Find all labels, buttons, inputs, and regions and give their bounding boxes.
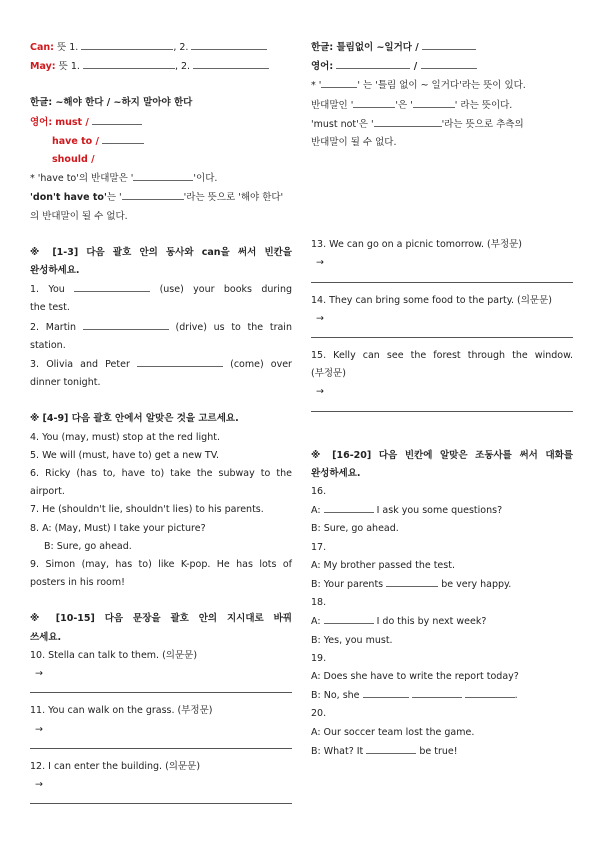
have-to-line: have to / [30,132,292,151]
must-meaning-blank[interactable] [92,113,142,125]
section-1-title: ※ [1-3] 다음 괄호 안의 동사와 can을 써서 빈칸을 [30,246,292,258]
q18-line-b: B: Yes, you must. [311,634,393,646]
can-meaning-blank-1[interactable] [81,38,173,50]
may-label: May: [30,61,56,73]
question-2: 2. Martin (drive) us to the train [30,318,292,337]
certainty-english-blank-2[interactable] [421,57,477,69]
q19-line-a: A: Does she have to write the report today? [311,671,519,683]
q18-line-a: A: I do this by next week? [311,612,573,631]
q11-answer-line[interactable] [30,747,292,749]
section-4-title-cont: 완성하세요. [311,467,361,479]
question-7: 7. He (shouldn't lie, shouldn't lies) to his parents. [30,504,264,516]
arrow-icon: → [316,312,324,324]
question-15-cont: (부정문) [311,368,346,380]
right-column [311,38,573,761]
question-9: 9. Simon (may, has to) like K-pop. He has lots of [30,559,292,571]
note-must-not: 'must not'은 ' '라는 뜻으로 추측의 [311,115,573,134]
certainty-korean-blank[interactable] [422,38,476,50]
may-meaning-line: May: 뜻 1. , 2. [30,57,292,76]
q19-line-b: B: No, she . [311,686,573,705]
section-3-title-cont: 쓰세요. [30,631,62,643]
can-meaning-line: Can: 뜻 1. , 2. [30,38,292,57]
may-meaning-blank-1[interactable] [83,57,175,69]
can-meaning-blank-2[interactable] [191,38,267,50]
q18-number: 18. [311,597,327,609]
question-6-cont: airport. [30,486,65,498]
q10-answer-line[interactable] [30,691,292,693]
must-not-meaning-blank[interactable] [374,115,442,127]
question-6: 6. Ricky (has to, have to) take the subway to the [30,468,292,480]
dont-have-to-meaning-blank[interactable] [122,188,184,200]
q16-line-b: B: Sure, go ahead. [311,523,399,535]
question-5: 5. We will (must, have to) get a new TV. [30,449,219,461]
q3-blank[interactable] [137,355,223,367]
section-3-title: ※ [10-15] 다음 문장을 괄호 안의 지시대로 바꿔 [30,613,292,625]
opposite-word-blank[interactable] [353,96,395,108]
question-4: 4. You (may, must) stop at the red light. [30,431,220,443]
certainty-english-line: 영어: / [311,57,573,76]
certainty-korean-title: 한글: 틀림없이 ~일거다 / [311,38,573,57]
q17-number: 17. [311,541,327,553]
q13-answer-line[interactable] [311,281,573,283]
q16-line-a: A: I ask you some questions? [311,501,573,520]
question-1-cont: the test. [30,302,70,314]
have-to-meaning-blank[interactable] [102,132,144,144]
question-10: 10. Stella can talk to them. (의문문) [30,649,198,661]
note-dont-have-to-end: 의 반대말이 될 수 없다. [30,210,128,222]
opposite-meaning-blank[interactable] [413,96,455,108]
q19-blank-1[interactable] [363,686,409,698]
certainty-english-blank-1[interactable] [336,57,410,69]
arrow-icon: → [35,778,43,790]
must-certainty-blank[interactable] [321,76,357,88]
arrow-icon: → [35,668,43,680]
q18-blank[interactable] [324,612,374,624]
q17-line-a: A: My brother passed the test. [311,559,455,571]
q12-answer-line[interactable] [30,802,292,804]
q17-line-b: B: Your parents be very happy. [311,575,573,594]
q20-blank[interactable] [366,742,416,754]
note-must-not-end: 반대말이 될 수 없다. [311,137,397,149]
arrow-icon: → [316,386,324,398]
q20-line-b: B: What? It be true! [311,742,573,761]
q19-blank-2[interactable] [412,686,462,698]
question-14: 14. They can bring some food to the party. (의문문) [311,294,552,306]
q16-number: 16. [311,486,327,498]
may-meaning-blank-2[interactable] [193,57,269,69]
question-8: 8. A: (May, Must) I take your picture? [30,522,206,534]
question-8-answer: B: Sure, go ahead. [44,540,132,552]
section-1-title-cont: 완성하세요. [30,265,80,277]
question-9-cont: posters in his room! [30,577,125,589]
can-label: Can: [30,42,54,53]
obligation-english-line: 영어: must / [30,113,292,132]
q16-blank[interactable] [324,501,374,513]
arrow-icon: → [35,723,43,735]
have-to-opposite-blank[interactable] [133,169,193,181]
note-dont-have-to: 'don't have to'는 ' '라는 뜻으로 '해야 한다' [30,188,292,207]
question-13: 13. We can go on a picnic tomorrow. (부정문) [311,239,522,251]
question-3: 3. Olivia and Peter (come) over [30,355,292,374]
note-must-meaning: * ' ' 는 '틀림 없이 ~ 일거다'라는 뜻이 있다. [311,76,573,95]
q20-number: 20. [311,708,327,720]
should-line: should / [52,154,95,166]
obligation-korean-title: 한글: ~해야 한다 / ~하지 말아야 한다 [30,97,193,109]
q2-blank[interactable] [83,318,169,330]
note-opposite: 반대말인 ' '은 ' ' 라는 뜻이다. [311,96,573,115]
question-15: 15. Kelly can see the forest through the window. [311,350,573,362]
arrow-icon: → [316,257,324,269]
q19-number: 19. [311,652,327,664]
section-4-title: ※ [16-20] 다음 빈칸에 알맞은 조동사를 써서 대화를 [311,449,573,461]
question-3-cont: dinner tonight. [30,377,101,389]
note-have-to: * 'have to'의 반대말은 ' '이다. [30,169,292,188]
question-11: 11. You can walk on the grass. (부정문) [30,705,213,717]
left-column [30,38,292,813]
q20-line-a: A: Our soccer team lost the game. [311,726,475,738]
q15-answer-line[interactable] [311,410,573,412]
question-12: 12. I can enter the building. (의문문) [30,760,201,772]
q17-blank[interactable] [386,575,438,587]
question-1: 1. You (use) your books during [30,280,292,299]
question-2-cont: station. [30,339,66,351]
q14-answer-line[interactable] [311,336,573,338]
section-2-title: ※ [4-9] 다음 괄호 안에서 알맞은 것을 고르세요. [30,413,239,425]
q1-blank[interactable] [74,280,150,292]
q19-blank-3[interactable] [465,686,515,698]
